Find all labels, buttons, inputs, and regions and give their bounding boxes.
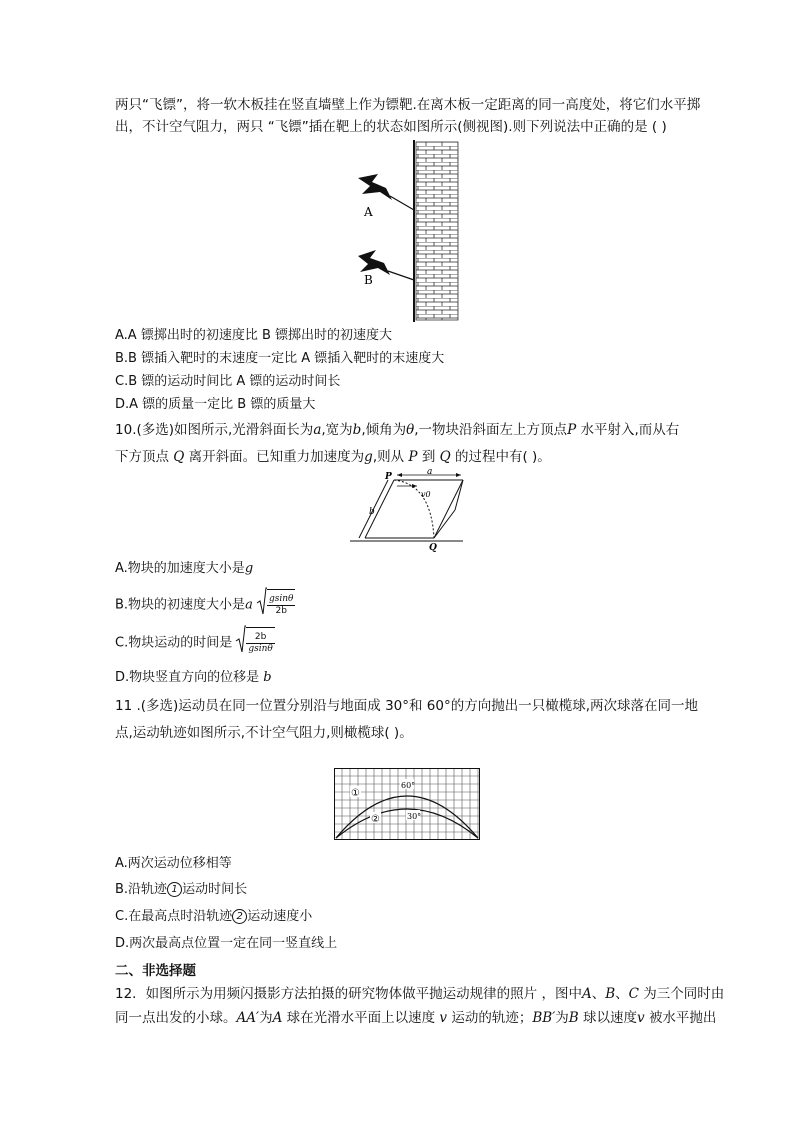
q10-option-c: C.物块运动的时间是 $\frac{2b}{gsin\theta}$ bbox=[115, 627, 275, 657]
circled-number-1: 1 bbox=[167, 882, 182, 897]
q11-option-b: B.沿轨迹 1 运动时间长 bbox=[115, 882, 248, 897]
q9-stem-line2: 出，不计空气阻力，两只 “飞镖”插在靶上的状态如图所示(侧视图).则下列说法中正确的是 ( ) bbox=[115, 119, 667, 135]
q10-fig-b: b bbox=[369, 507, 375, 517]
q9-option-a: A.A 镖掷出时的初速度比 B 镖掷出时的初速度大 bbox=[115, 328, 393, 343]
q11-stem-line1: 11 .(多选)运动员在同一位置分别沿与地面成 30°和 60°的方向抛出一只橄榄球,两次球落在同一地 bbox=[115, 698, 699, 714]
q9-stem-line1: 两只“飞镖”，将一软木板挂在竖直墙壁上作为镖靶.在离木板一定距离的同一高度处，将它们水平掷 bbox=[115, 97, 701, 113]
q10-option-b: B.物块的初速度大小是a $\frac{gsin\theta}{2b}$ bbox=[115, 589, 295, 619]
q9-option-c: C.B 镖的运动时间比 A 镖的运动时间长 bbox=[115, 374, 341, 389]
q10-stem-line2: 下方顶点 Q 离开斜面。已知重力加速度为g,则从 P 到 Q 的过程中有( )。 bbox=[115, 449, 551, 465]
q10-option-d: D.物块竖直方向的位移是 b bbox=[115, 670, 272, 685]
sqrt-sign bbox=[257, 587, 267, 615]
dart-a-label: A bbox=[364, 205, 373, 219]
q10-stem-line1: 10.(多选)如图所示,光滑斜面长为a,宽为b,倾角为θ,一物块沿斜面左上方顶点P 水平射入,而从右 bbox=[115, 422, 680, 438]
q10-fig-q: Q bbox=[429, 543, 437, 553]
q10-number: 10 bbox=[115, 422, 133, 438]
q9-dart-wall-figure bbox=[350, 138, 465, 323]
angle-30-label: 30° bbox=[407, 812, 422, 821]
q11-stem-line2: 点,运动轨迹如图所示,不计空气阻力,则橄榄球( )。 bbox=[115, 725, 413, 741]
q10-fig-p: P bbox=[385, 472, 392, 482]
circled-number-2: 2 bbox=[232, 909, 247, 924]
q9-option-b: B.B 镖插入靶时的末速度一定比 A 镖插入靶时的末速度大 bbox=[115, 351, 445, 366]
q12-stem-line1: 12．如图所示为用频闪摄影方法拍摄的研究物体做平抛运动规律的照片 ，图中A、B、C 为三个同时由 bbox=[115, 986, 725, 1002]
dart-b-label: B bbox=[364, 273, 373, 287]
q12-stem-line2: 同一点出发的小球。AA′为A 球在光滑水平面上以速度 v 运动的轨迹；BB′为B 球以速度v 被水平抛出 bbox=[115, 1010, 717, 1026]
sqrt-sign bbox=[236, 625, 246, 653]
q10-fig-v0: v0 bbox=[421, 490, 431, 499]
q11-option-d: D.两次最高点位置一定在同一竖直线上 bbox=[115, 936, 338, 951]
q11-trajectory-figure bbox=[334, 768, 480, 840]
q9-option-d: D.A 镖的质量一定比 B 镖的质量大 bbox=[115, 397, 316, 412]
sqrt-expression: $\frac{2b}{gsin\theta}$ bbox=[236, 627, 274, 659]
section-title: 二、非选择题 bbox=[115, 963, 196, 979]
q10-option-a: A.物块的加速度大小是g bbox=[115, 561, 254, 576]
sqrt-expression: $\frac{gsin\theta}{2b}$ bbox=[257, 589, 295, 621]
q11-option-c: C.在最高点时沿轨迹 2 运动速度小 bbox=[115, 909, 313, 924]
trajectory-2-label: ② bbox=[371, 814, 380, 825]
q11-option-a: A.两次运动位移相等 bbox=[115, 856, 232, 871]
q10-fig-a: a bbox=[427, 467, 433, 477]
q10-incline-figure bbox=[345, 467, 475, 555]
trajectory-1-label: ① bbox=[351, 788, 360, 799]
angle-60-label: 60° bbox=[401, 781, 416, 790]
